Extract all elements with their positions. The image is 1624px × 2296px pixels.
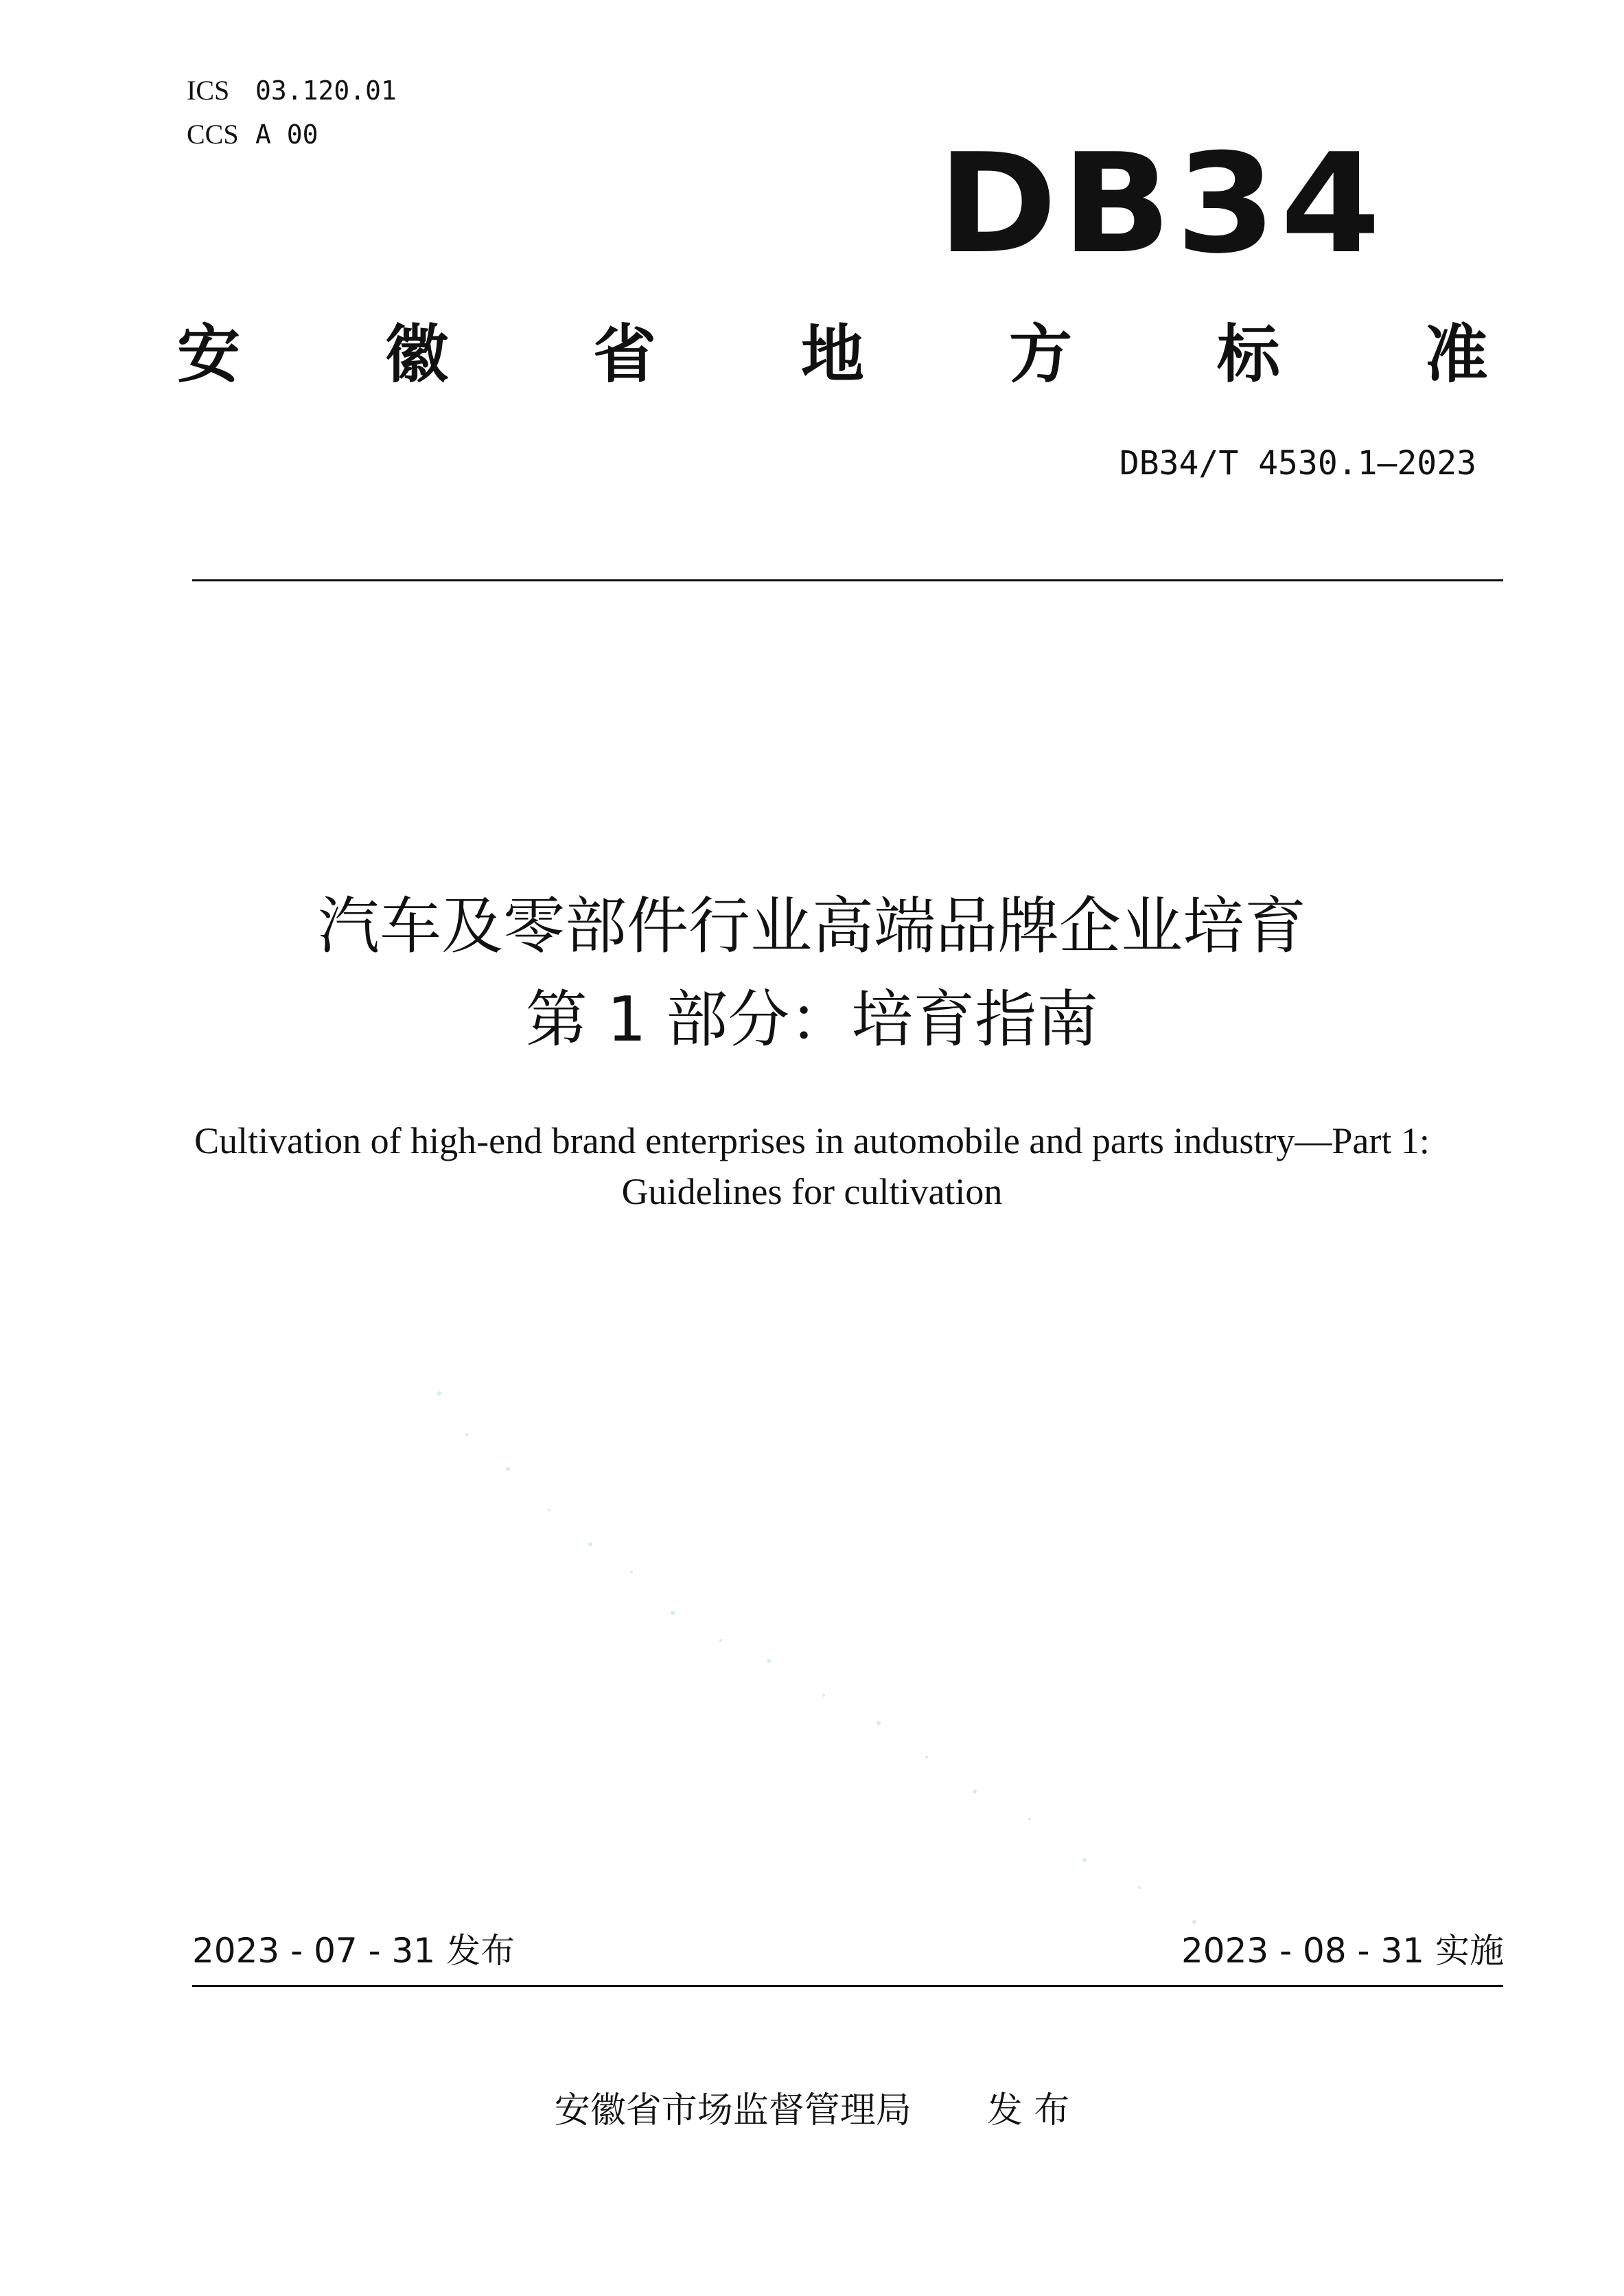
banner-char: 标 xyxy=(1216,318,1280,391)
standard-number: DB34/T 4530.1—2023 xyxy=(1119,444,1476,483)
banner-char: 省 xyxy=(592,318,656,391)
ccs-code xyxy=(187,118,318,151)
banner-char: 徽 xyxy=(384,318,448,391)
title-cn-line1: 汽车及零部件行业高端品牌企业培育 xyxy=(318,890,1306,962)
ccs-value: A 00 xyxy=(255,119,318,150)
banner-char: 地 xyxy=(800,318,864,391)
title-cn-line2: 第 1 部分：培育指南 xyxy=(525,984,1099,1056)
top-divider xyxy=(192,579,1503,581)
ics-value: 03.120.01 xyxy=(255,76,397,106)
watermark xyxy=(412,1338,1304,1956)
publisher-name: 安徽省市场监督管理局 xyxy=(554,2090,912,2131)
banner-char: 安 xyxy=(177,318,241,391)
standard-type-banner xyxy=(177,317,1488,393)
issue-date: 2023 - 07 - 31 发布 xyxy=(192,1931,515,1971)
ics-code xyxy=(187,74,397,107)
banner-char: 准 xyxy=(1424,318,1488,391)
banner-char: 方 xyxy=(1008,318,1072,391)
db34-logo: DB34 xyxy=(938,124,1385,284)
bottom-divider xyxy=(192,1985,1503,1987)
ccs-label: CCS xyxy=(187,119,239,150)
ics-label: ICS xyxy=(187,75,230,106)
publisher xyxy=(0,2087,1624,2135)
publisher-action: 发 布 xyxy=(986,2090,1070,2131)
title-en-line2: Guidelines for cultivation xyxy=(621,1171,1003,1212)
title-en-line1: Cultivation of high-end brand enterprises in automobile and parts industry—Part 1: xyxy=(194,1120,1430,1161)
implementation-date: 2023 - 08 - 31 实施 xyxy=(1181,1931,1504,1971)
